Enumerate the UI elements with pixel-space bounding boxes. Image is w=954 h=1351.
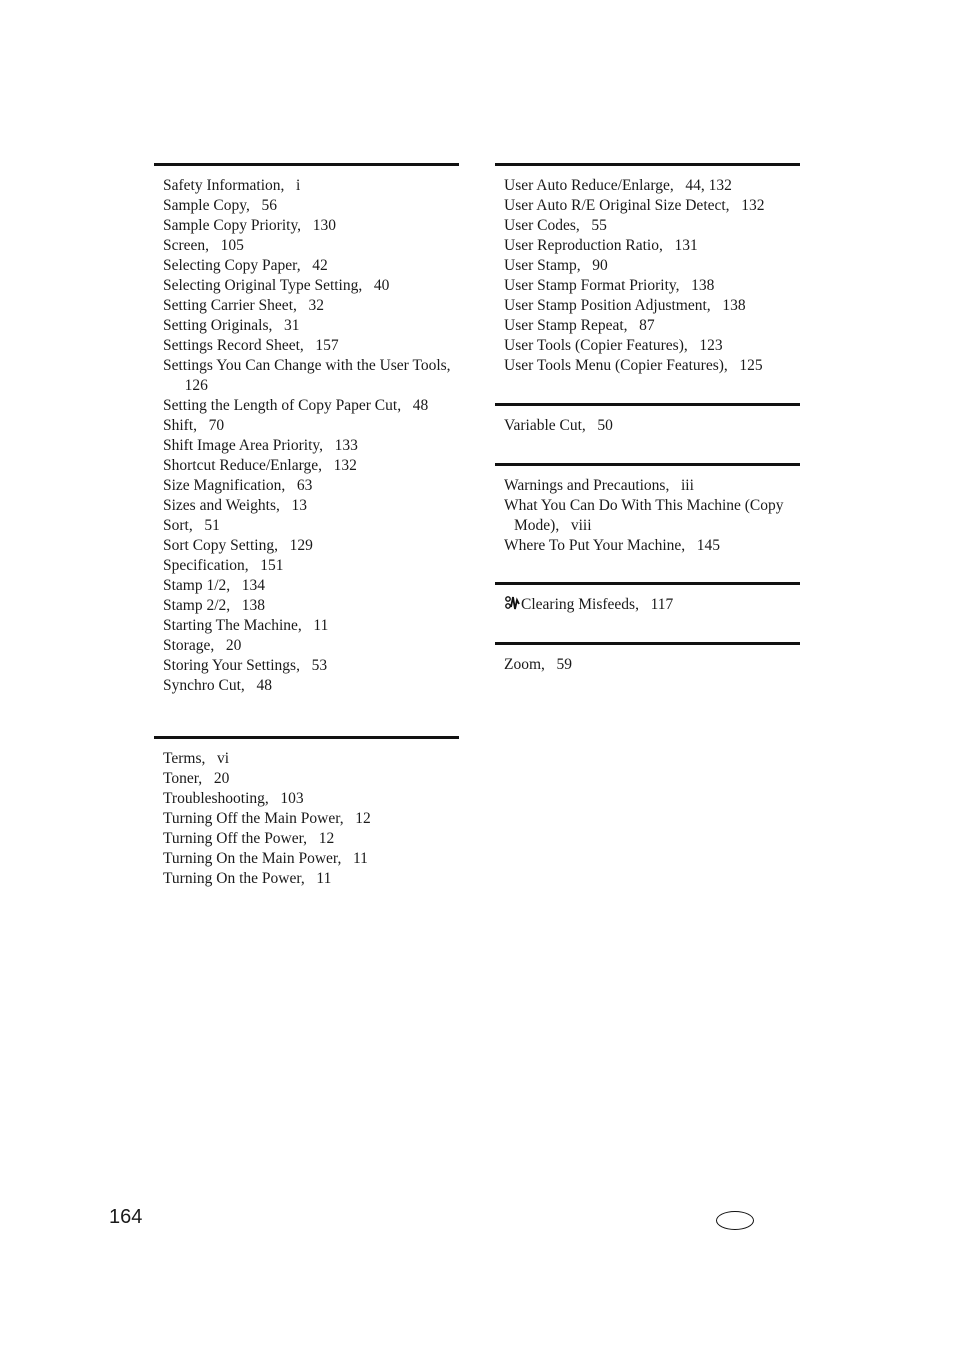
index-entry: Settings Record Sheet, 157 (163, 337, 339, 354)
index-entry: Shortcut Reduce/Enlarge, 132 (163, 457, 357, 474)
index-section-u (495, 163, 800, 403)
index-entry: Setting Carrier Sheet, 32 (163, 297, 324, 314)
index-entry: Turning Off the Main Power, 12 (163, 810, 371, 827)
index-entry: Terms, vi (163, 750, 230, 767)
index-entry: Selecting Original Type Setting, 40 (163, 277, 390, 294)
index-entry: User Stamp Repeat, 87 (504, 317, 655, 334)
index-entry: Clearing Misfeeds, 117 (504, 595, 800, 615)
index-section-w (495, 463, 800, 582)
index-list-v (504, 416, 800, 436)
index-entry: Zoom, 59 (504, 656, 573, 673)
index-entry: Turning On the Main Power, 11 (163, 850, 368, 867)
index-left-column (154, 163, 459, 889)
index-right-column (495, 163, 800, 675)
index-list-t (163, 749, 459, 889)
index-section-z (495, 642, 800, 675)
index-entry: Shift Image Area Priority, 133 (163, 437, 358, 454)
index-entry: Size Magnification, 63 (163, 477, 313, 494)
index-entry: User Codes, 55 (504, 217, 607, 234)
index-entry: User Tools (Copier Features), 123 (504, 337, 723, 354)
index-entry: Storage, 20 (163, 637, 242, 654)
page-number: 164 (109, 1206, 143, 1228)
index-list-u (504, 176, 800, 376)
index-list-z (504, 655, 800, 675)
index-entry: Turning Off the Power, 12 (163, 830, 335, 847)
index-entry: Sizes and Weights, 13 (163, 497, 307, 514)
index-entry: Starting The Machine, 11 (163, 617, 329, 634)
index-entry: Shift, 70 (163, 417, 225, 434)
index-entry: What You Can Do With This Machine (Copy Mode), viii (504, 497, 784, 534)
index-entry: User Stamp Format Priority, 138 (504, 277, 715, 294)
index-entry: User Stamp Position Adjustment, 138 (504, 297, 746, 314)
index-entry: Safety Information, i (163, 177, 301, 194)
index-entry: Variable Cut, 50 (504, 417, 613, 434)
index-entry: Selecting Copy Paper, 42 (163, 257, 328, 274)
index-section-symbol (495, 582, 800, 642)
index-entry: Settings You Can Change with the User Tools, 126 (163, 357, 451, 394)
index-entry: Warnings and Precautions, iii (504, 477, 694, 494)
index-entry: Sort, 51 (163, 517, 220, 534)
index-entry: User Tools Menu (Copier Features), 125 (504, 357, 763, 374)
index-list-s (163, 176, 459, 696)
index-entry: Sample Copy Priority, 130 (163, 217, 336, 234)
index-list-w (504, 476, 800, 556)
index-entry: Synchro Cut, 48 (163, 677, 272, 694)
index-entry: Turning On the Power, 11 (163, 870, 332, 887)
index-entry: Storing Your Settings, 53 (163, 657, 328, 674)
index-section-s (154, 163, 459, 736)
index-section-t (154, 736, 459, 889)
index-entry: Where To Put Your Machine, 145 (504, 537, 721, 554)
index-entry: User Auto R/E Original Size Detect, 132 (504, 197, 765, 214)
index-list-symbol (504, 595, 800, 615)
misfeed-icon (504, 595, 520, 611)
region-mark (716, 1211, 754, 1230)
index-entry: Stamp 1/2, 134 (163, 577, 266, 594)
index-entry: User Auto Reduce/Enlarge, 44, 132 (504, 177, 732, 194)
index-entry: Sample Copy, 56 (163, 197, 277, 214)
index-entry: Sort Copy Setting, 129 (163, 537, 313, 554)
index-entry: User Stamp, 90 (504, 257, 608, 274)
index-entry: Troubleshooting, 103 (163, 790, 304, 807)
index-entry: Setting the Length of Copy Paper Cut, 48 (163, 397, 429, 414)
index-entry: Screen, 105 (163, 237, 244, 254)
index-entry: Stamp 2/2, 138 (163, 597, 266, 614)
index-entry: Specification, 151 (163, 557, 284, 574)
index-entry: Toner, 20 (163, 770, 230, 787)
index-section-v (495, 403, 800, 463)
index-entry: User Reproduction Ratio, 131 (504, 237, 698, 254)
index-entry: Setting Originals, 31 (163, 317, 300, 334)
